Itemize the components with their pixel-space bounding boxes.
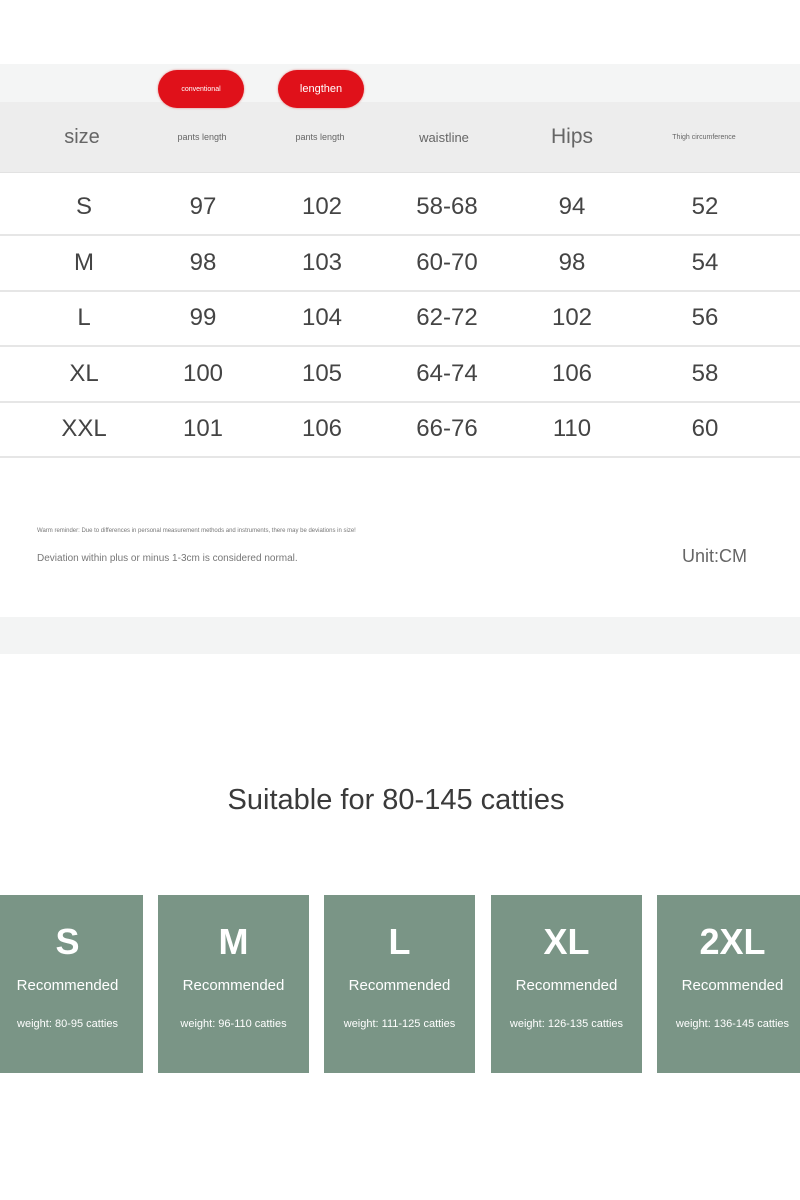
divider-band (0, 617, 800, 654)
table-row (0, 401, 800, 458)
tab-conventional[interactable]: conventional (158, 70, 244, 108)
cell-pants-length-long: 102 (301, 192, 343, 220)
card-recommended: Recommended (16, 977, 119, 994)
suitable-title: Suitable for 80-145 catties (227, 784, 565, 816)
cell-waistline: 60-70 (416, 248, 478, 276)
deviation-note: Deviation within plus or minus 1-3cm is considered normal. (37, 553, 298, 564)
card-size: 2XL (699, 921, 766, 962)
cell-pants-length-long: 103 (301, 248, 343, 276)
card-size: XL (543, 921, 590, 962)
table-row (0, 346, 800, 403)
header-size: size (64, 125, 100, 148)
card-weight: weight: 136-145 catties (675, 1018, 790, 1030)
card-recommended: Recommended (182, 977, 285, 994)
top-band (0, 64, 800, 102)
size-card-s (0, 895, 143, 1073)
cell-thigh: 58 (691, 359, 719, 387)
header-thigh-circumference: Thigh circumference (672, 133, 736, 141)
cell-thigh: 54 (691, 248, 719, 276)
cell-size: M (74, 248, 94, 276)
table-row (0, 235, 800, 292)
warm-reminder: Warm reminder: Due to differences in personal measurement methods and instruments, there may be deviations in size! (37, 528, 356, 534)
card-recommended: Recommended (515, 977, 618, 994)
cell-pants-length-long: 106 (301, 414, 343, 442)
card-weight: weight: 96-110 catties (180, 1018, 287, 1030)
cell-size: S (75, 192, 92, 220)
cell-thigh: 60 (691, 414, 719, 442)
card-size: M (218, 921, 249, 962)
header-pants-length-lengthen: pants length (295, 132, 345, 142)
cell-hips: 94 (558, 192, 586, 220)
card-size: L (388, 921, 411, 962)
size-card-xl (491, 895, 642, 1073)
card-size: S (55, 921, 80, 962)
size-card-l (324, 895, 475, 1073)
cell-pants-length-long: 104 (301, 303, 343, 331)
cell-waistline: 66-76 (416, 414, 478, 442)
card-recommended: Recommended (348, 977, 451, 994)
tab-lengthen[interactable]: lengthen (278, 70, 364, 108)
card-weight: weight: 111-125 catties (343, 1018, 456, 1030)
cell-waistline: 58-68 (416, 192, 478, 220)
cell-thigh: 52 (691, 192, 719, 220)
header-pants-length-conventional: pants length (177, 132, 227, 142)
table-row (0, 179, 800, 236)
cell-pants-length: 99 (189, 303, 217, 331)
cell-thigh: 56 (691, 303, 719, 331)
card-weight: weight: 126-135 catties (509, 1018, 624, 1030)
header-waistline: waistline (419, 129, 469, 145)
cell-pants-length-long: 105 (301, 359, 343, 387)
cell-waistline: 64-74 (416, 359, 478, 387)
cell-hips: 106 (551, 359, 593, 387)
size-card-2xl (657, 895, 800, 1073)
cell-size: XXL (61, 414, 107, 442)
cell-hips: 98 (558, 248, 586, 276)
cell-pants-length: 101 (182, 414, 224, 442)
cell-hips: 110 (552, 414, 592, 442)
cell-pants-length: 97 (189, 192, 217, 220)
unit-label: Unit:CM (682, 546, 748, 566)
cell-size: L (77, 303, 91, 331)
size-card-m (158, 895, 309, 1073)
cell-waistline: 62-72 (416, 303, 478, 331)
cell-pants-length: 100 (182, 359, 224, 387)
cell-size: XL (69, 359, 99, 387)
table-row (0, 290, 800, 347)
cell-pants-length: 98 (189, 248, 217, 276)
cell-hips: 102 (551, 303, 593, 331)
card-recommended: Recommended (681, 977, 784, 994)
card-weight: weight: 80-95 catties (17, 1018, 118, 1030)
header-hips: Hips (550, 125, 593, 148)
